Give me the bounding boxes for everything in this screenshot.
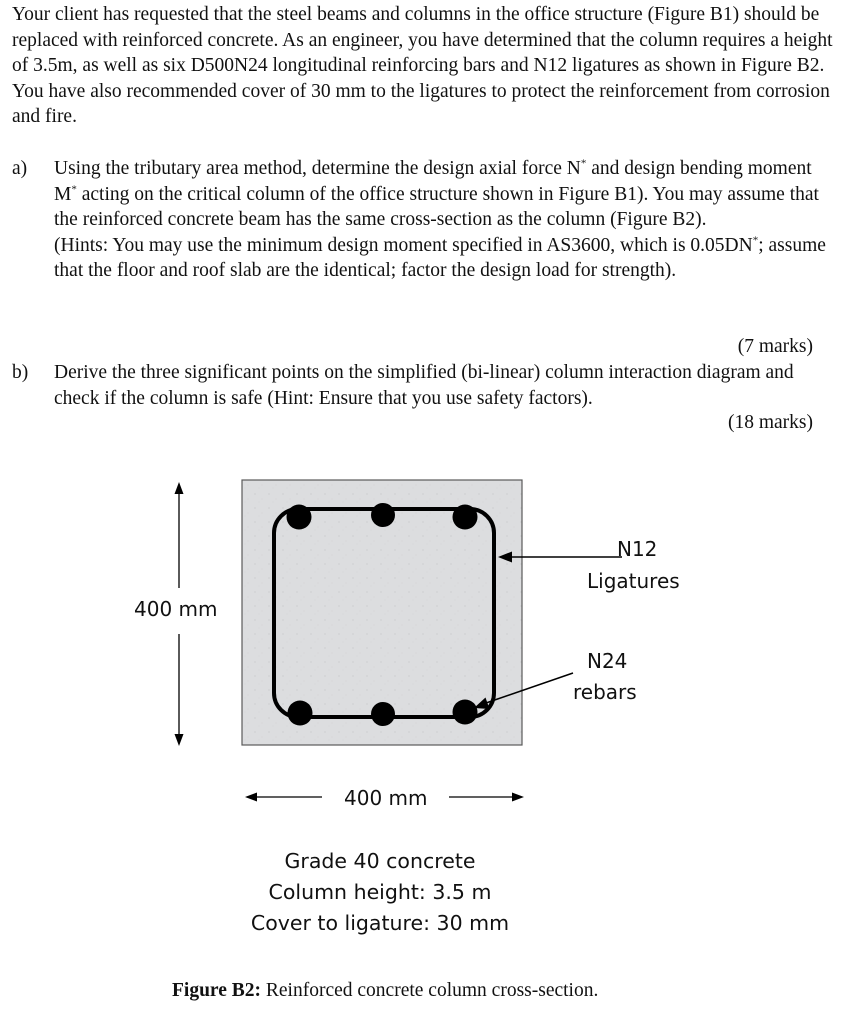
question-a-marks: (7 marks) (737, 336, 813, 357)
question-b-text: Derive the three significant points on the simplified (bi-linear) column interaction diagram and check if the column is safe (Hint: Ensure that you use safety factors). (54, 362, 794, 409)
question-b (12, 360, 832, 411)
width-arrow-right (512, 793, 524, 802)
question-a-label: a) (12, 158, 28, 179)
figure-caption-text: Reinforced concrete column cross-section. (261, 980, 599, 1001)
rebar-leader-arrow (474, 698, 490, 710)
height-dimension-label: 400 mm (134, 597, 218, 621)
m-star: * (71, 183, 77, 195)
width-arrow-left (245, 793, 257, 802)
ligature (274, 509, 494, 717)
question-a-hint-2: ; assume that the floor and roof slab are the identical; factor the design load for strength). (54, 234, 826, 281)
note-cover: Cover to ligature: 30 mm (250, 911, 510, 935)
question-a-text-3: acting on the critical column of the office structure shown in Figure B1). You may assume that the reinforced concrete beam has the same cross-section as the column (Figure B2). (54, 183, 819, 230)
note-concrete-grade: Grade 40 concrete (284, 849, 476, 873)
figure-caption (172, 978, 598, 1004)
width-dimension-label: 400 mm (344, 786, 428, 810)
rebar-bottom-right (453, 700, 478, 725)
rebar-bottom-middle (371, 702, 395, 726)
rebar-bottom-left (288, 701, 313, 726)
note-column-height: Column height: 3.5 m (268, 880, 492, 904)
question-b-label: b) (12, 362, 29, 383)
rebar-top-middle (371, 503, 395, 527)
rebar-top-left (287, 505, 312, 530)
ligature-label-ligatures: Ligatures (587, 569, 680, 593)
rebar-leader-line (486, 673, 573, 703)
question-a-body (54, 156, 832, 284)
height-arrow-down (175, 734, 184, 746)
dn-star: * (752, 234, 759, 246)
question-a-text-1: Using the tributary area method, determine the design axial force N (54, 158, 581, 179)
question-a-text-2: and design bending moment M (54, 158, 812, 205)
figure-caption-label: Figure B2: (172, 980, 262, 1001)
rebar-label-n24: N24 (587, 649, 628, 673)
rebar-label-rebars: rebars (573, 680, 637, 704)
question-b-marks: (18 marks) (727, 412, 813, 433)
intro-paragraph: Your client has requested that the steel beams and columns in the office structure (Figure B1) should be replaced with reinforced concrete. As an engineer, you have determined that the column requires a height of 3.5m, as well as six D500N24 longitudinal reinforcing bars and N12 ligatures as shown in Figure B2. You have also recommended cover of 30 mm to the ligatures to protect the reinforcement from corrosion and fire. (12, 4, 833, 127)
rebar-top-right (453, 505, 478, 530)
ligature-label-n12: N12 (617, 537, 658, 561)
n-star: * (580, 157, 587, 170)
concrete-section (242, 480, 522, 745)
height-arrow-up (175, 482, 184, 494)
question-a (12, 156, 832, 284)
ligature-leader-arrow (498, 552, 512, 563)
question-a-hint-1: (Hints: You may use the minimum design moment specified in AS3600, which is 0.05DN (54, 234, 753, 256)
